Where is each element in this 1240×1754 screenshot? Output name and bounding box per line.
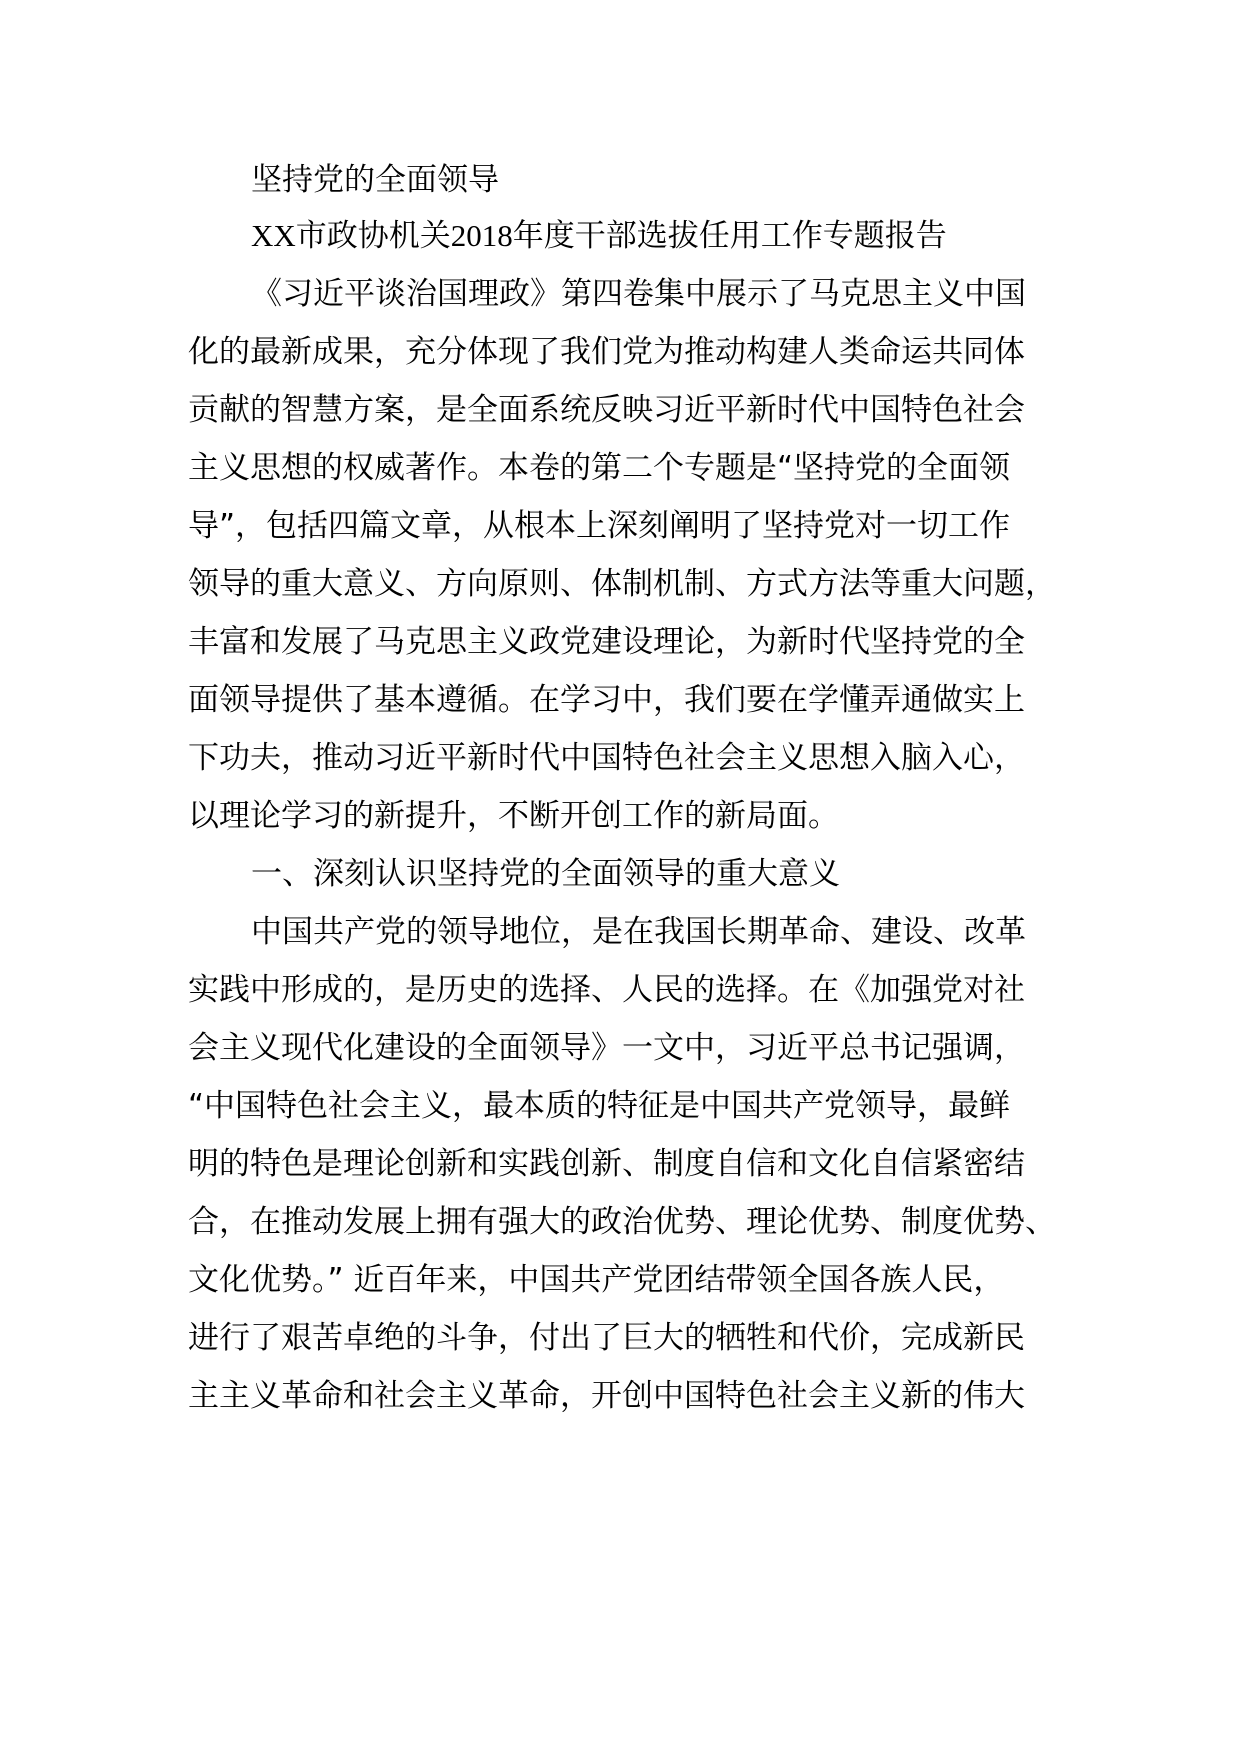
paragraph-line: 进行了艰苦卓绝的斗争，付出了巨大的牺牲和代价，完成新民 [188, 1320, 1025, 1356]
paragraph-line: 实践中形成的，是历史的选择、人民的选择。在《加强党对社 [188, 972, 1025, 1008]
paragraph-line: 明的特色是理论创新和实践创新、制度自信和文化自信紧密结 [188, 1146, 1025, 1182]
paragraph-line: 主主义革命和社会主义革命，开创中国特色社会主义新的伟大 [188, 1378, 1025, 1414]
paragraph-line: 面领导提供了基本遵循。在学习中，我们要在学懂弄通做实上 [188, 682, 1025, 718]
section-1-heading: 一、深刻认识坚持党的全面领导的重大意义 [251, 856, 840, 892]
paragraph-line: 主义思想的权威著作。本卷的第二个专题是“坚持党的全面领 [188, 450, 1011, 486]
paragraph-line: 《习近平谈治国理政》第四卷集中展示了马克思主义中国 [251, 276, 1026, 312]
paragraph-line: 化的最新成果，充分体现了我们党为推动构建人类命运共同体 [188, 334, 1025, 370]
paragraph-line: 以理论学习的新提升，不断开创工作的新局面。 [188, 798, 839, 834]
paragraph-line: 导”，包括四篇文章，从根本上深刻阐明了坚持党对一切工作 [188, 508, 1011, 544]
paragraph-line: 中国共产党的领导地位，是在我国长期革命、建设、改革 [251, 914, 1026, 950]
paragraph-line: 合，在推动发展上拥有强大的政治优势、理论优势、制度优势、 [188, 1204, 1056, 1240]
document-heading: 坚持党的全面领导 [251, 162, 499, 198]
paragraph-line: 会主义现代化建设的全面领导》一文中，习近平总书记强调， [188, 1030, 1025, 1066]
document-subtitle: XX市政协机关2018年度干部选拔任用工作专题报告 [251, 218, 947, 253]
paragraph-line: 丰富和发展了马克思主义政党建设理论，为新时代坚持党的全 [188, 624, 1025, 660]
paragraph-line: “中国特色社会主义，最本质的特征是中国共产党领导，最鲜 [188, 1088, 1011, 1124]
paragraph-line: 文化优势。” 近百年来，中国共产党团结带领全国各族人民， [188, 1262, 1005, 1298]
paragraph-line: 下功夫，推动习近平新时代中国特色社会主义思想入脑入心， [188, 740, 1025, 776]
paragraph-line: 贡献的智慧方案，是全面系统反映习近平新时代中国特色社会 [188, 392, 1025, 428]
paragraph-line: 领导的重大意义、方向原则、体制机制、方式方法等重大问题， [188, 566, 1056, 602]
